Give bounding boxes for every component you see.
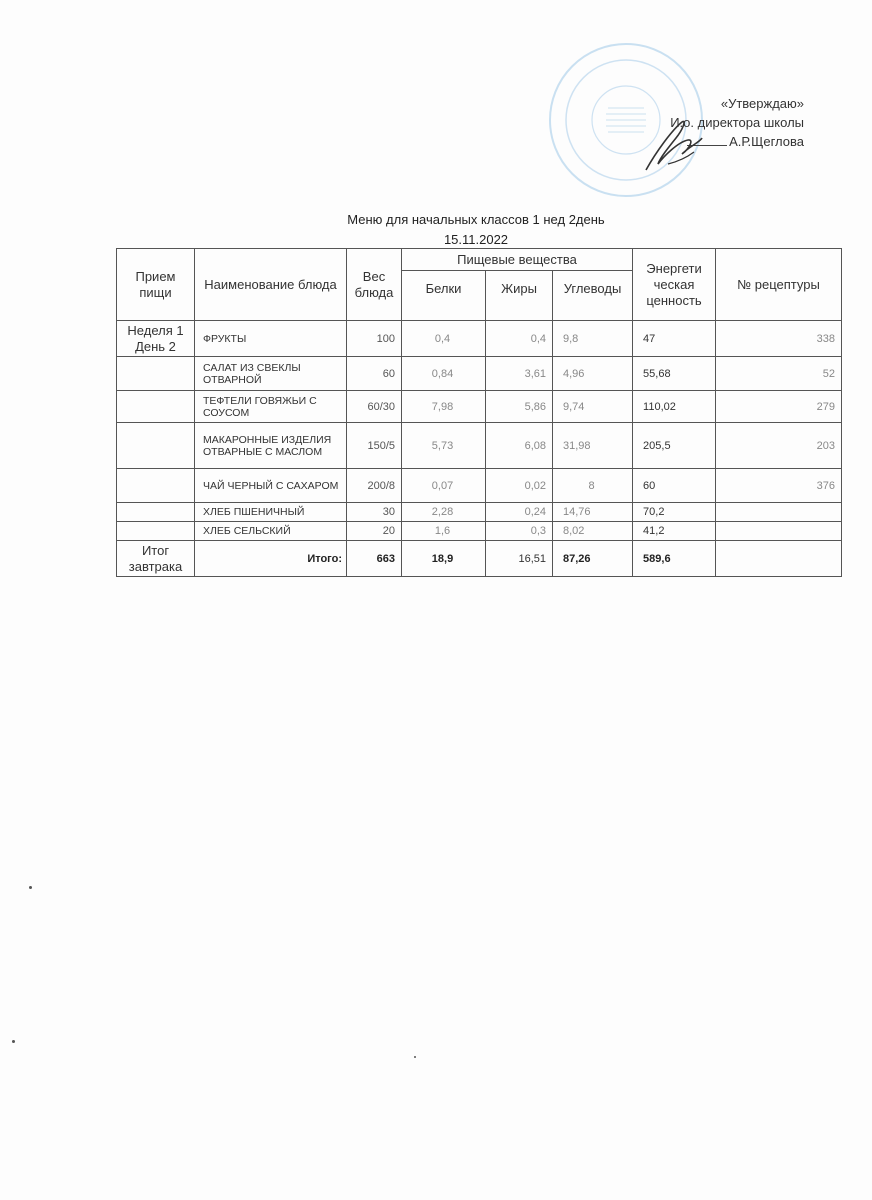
dish-fat: 0,4: [486, 321, 553, 357]
header-nutrients: Пищевые вещества: [402, 249, 633, 271]
dish-protein: 0,84: [402, 357, 486, 391]
dish-recipe: [716, 522, 842, 541]
table-header-row: [117, 249, 842, 271]
header-fat: Жиры: [486, 271, 553, 321]
dish-fat: 5,86: [486, 391, 553, 423]
table-row: [117, 321, 842, 357]
dish-name: САЛАТ ИЗ СВЕКЛЫ ОТВАРНОЙ: [195, 357, 347, 391]
dish-energy: 41,2: [633, 522, 716, 541]
dish-energy: 205,5: [633, 423, 716, 469]
dish-weight: 60: [347, 357, 402, 391]
header-protein: Белки: [402, 271, 486, 321]
dish-fat: 6,08: [486, 423, 553, 469]
meal-cell-empty: [117, 503, 195, 522]
meal-cell-empty: [117, 391, 195, 423]
header-energy: Энергети ческая ценность: [633, 249, 716, 321]
scan-speck: [414, 1056, 416, 1058]
dish-weight: 20: [347, 522, 402, 541]
table-row: [117, 522, 842, 541]
header-meal: Прием пищи: [117, 249, 195, 321]
dish-weight: 150/5: [347, 423, 402, 469]
total-weight: 663: [347, 541, 402, 577]
total-recipe-empty: [716, 541, 842, 577]
dish-protein: 0,4: [402, 321, 486, 357]
table-row: [117, 503, 842, 522]
dish-weight: 100: [347, 321, 402, 357]
total-fat: 16,51: [486, 541, 553, 577]
dish-weight: 30: [347, 503, 402, 522]
dish-protein: 5,73: [402, 423, 486, 469]
dish-carbs: 9,74: [553, 391, 633, 423]
approval-heading: «Утверждаю»: [720, 96, 804, 111]
dish-recipe: 52: [716, 357, 842, 391]
dish-recipe: 376: [716, 469, 842, 503]
dish-protein: 0,07: [402, 469, 486, 503]
dish-name: ФРУКТЫ: [195, 321, 347, 357]
dish-fat: 0,3: [486, 522, 553, 541]
dish-carbs: 4,96: [553, 357, 633, 391]
table-row: [117, 423, 842, 469]
dish-carbs: 31,98: [553, 423, 633, 469]
scan-speck: [12, 1040, 15, 1043]
dish-recipe: 203: [716, 423, 842, 469]
dish-protein: 7,98: [402, 391, 486, 423]
meal-cell-empty: [117, 357, 195, 391]
meal-cell-empty: [117, 423, 195, 469]
dish-carbs: 14,76: [553, 503, 633, 522]
table-row: [117, 391, 842, 423]
dish-energy: 60: [633, 469, 716, 503]
total-protein: 18,9: [402, 541, 486, 577]
total-label: Итого:: [195, 541, 347, 577]
approval-signer: А.Р.Щеглова: [729, 134, 804, 149]
total-meal-cell: Итог завтрака: [117, 541, 195, 577]
header-dish: Наименование блюда: [195, 249, 347, 321]
menu-date: 15.11.2022: [443, 232, 509, 247]
dish-carbs: 8,02: [553, 522, 633, 541]
header-weight: Вес блюда: [347, 249, 402, 321]
dish-recipe: [716, 503, 842, 522]
meal-cell-empty: [117, 469, 195, 503]
dish-weight: 60/30: [347, 391, 402, 423]
dish-weight: 200/8: [347, 469, 402, 503]
menu-table: [116, 248, 842, 577]
dish-name: ЧАЙ ЧЕРНЫЙ С САХАРОМ: [195, 469, 347, 503]
dish-carbs: 8: [553, 469, 633, 503]
dish-energy: 55,68: [633, 357, 716, 391]
dish-protein: 2,28: [402, 503, 486, 522]
dish-name: ХЛЕБ СЕЛЬСКИЙ: [195, 522, 347, 541]
header-recipe: № рецептуры: [716, 249, 842, 321]
dish-protein: 1,6: [402, 522, 486, 541]
dish-name: ТЕФТЕЛИ ГОВЯЖЬИ С СОУСОМ: [195, 391, 347, 423]
table-row: [117, 357, 842, 391]
dish-energy: 47: [633, 321, 716, 357]
dish-name: МАКАРОННЫЕ ИЗДЕЛИЯ ОТВАРНЫЕ С МАСЛОМ: [195, 423, 347, 469]
meal-cell-empty: [117, 522, 195, 541]
approval-position: И.о. директора школы: [670, 115, 804, 130]
dish-energy: 70,2: [633, 503, 716, 522]
dish-name: ХЛЕБ ПШЕНИЧНЫЙ: [195, 503, 347, 522]
meal-cell: Неделя 1 День 2: [117, 321, 195, 357]
dish-energy: 110,02: [633, 391, 716, 423]
dish-fat: 0,24: [486, 503, 553, 522]
dish-recipe: 279: [716, 391, 842, 423]
menu-title: Меню для начальных классов 1 нед 2день: [347, 212, 605, 227]
dish-recipe: 338: [716, 321, 842, 357]
total-energy: 589,6: [633, 541, 716, 577]
table-row: [117, 469, 842, 503]
dish-fat: 3,61: [486, 357, 553, 391]
dish-fat: 0,02: [486, 469, 553, 503]
header-carbs: Углеводы: [553, 271, 633, 321]
handwritten-signature: [638, 112, 708, 182]
scan-speck: [29, 886, 32, 889]
dish-carbs: 9,8: [553, 321, 633, 357]
table-total-row: [117, 541, 842, 577]
total-carbs: 87,26: [553, 541, 633, 577]
